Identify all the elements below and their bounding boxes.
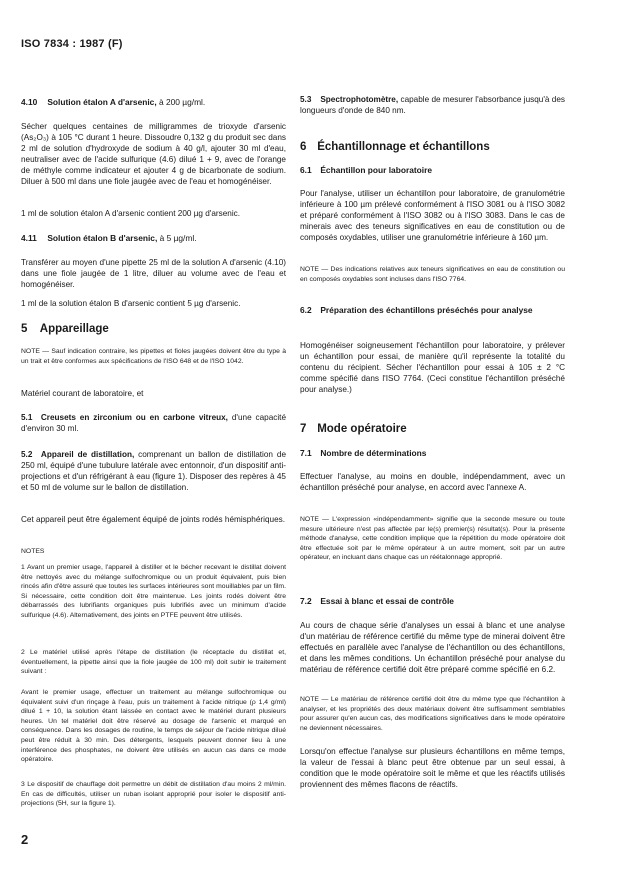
section-number: 4.11 <box>21 233 37 243</box>
section-title: Nombre de déterminations <box>320 448 427 458</box>
section-number: 6.2 <box>300 305 312 315</box>
section-text: capable de mesurer l'absorbance jusqu'à des longueurs d'onde de 840 nm. <box>300 95 565 116</box>
section-5-1 <box>21 412 286 434</box>
section-title: Mode opératoire <box>317 423 407 435</box>
section-text: d'une capacité d'environ 30 ml. <box>21 413 286 434</box>
section-7-1-note: NOTE — L'expression «indépendamment» signifie que la seconde mesure ou toute mesure ultérieure n'est pas affectée par le(s) premier(s) résultat(s). Pour la présente méthode d'analyse, cette condition implique que la répétition du mode opératoire doit être effectuée soit par le même opérateur à un autre moment, soit par un autre opérateur, en incluant dans chaque cas un réétalonnage approprié. <box>300 516 565 562</box>
section-title: Appareillage <box>39 323 109 335</box>
note-2-continued: Avant le premier usage, effectuer un traitement au mélange sulfochromique ou équivalent suivi d'un rinçage à l'eau, puis un traitement à l'acide nitrique (ρ 1,4 g/ml) dilué 1 + 10, la solution étant laissée en contact avec le matériel durant plusieurs heures. Un tel matériel doit être réservé au dosage de l'arsenic et marqué en conséquence. Dans les dosages de routine, le temps de séjour de l'acide nitrique dilué peut être réduit à 30 min. Des détergents, lesquels peuvent donner lieu à une interférence des phosphates, ne doivent être utilisés en aucun cas dans ce mode opératoire. <box>21 689 286 764</box>
section-5-heading <box>21 322 286 336</box>
section-6-heading <box>300 140 565 154</box>
section-number: 7 <box>300 423 307 435</box>
section-7-2-paragraph: Au cours de chaque série d'analyses un essai à blanc et une analyse d'un matériau de référence certifié du même type de minerai doivent être effectués en parallèle avec l'analyse de l'échantillon ou des échantillons, et dans les mêmes conditions. Un échantillon préséché pour analyse du matériau de référence certifié doit être préparé comme spécifié en 6.2. <box>300 621 565 675</box>
section-5-3 <box>300 94 565 116</box>
section-number: 6.1 <box>300 165 312 175</box>
section-5-2 <box>21 449 286 493</box>
section-4-10-paragraph-1: Sécher quelques centaines de milligrammes de trioxyde d'arsenic (As₂O₃) à 105 °C durant 1 heure. Dissoudre 0,132 g du produit sec dans 2 ml de solution d'hydroxyde de sodium à 40 g/l, ajouter 30 ml d'eau, neutraliser avec de l'acide sulfurique (4.6) dilué 1 + 9, avec de l'orange de méthyle comme indicateur et ajouter 4 g de bicarbonate de sodium. Diluer à 500 ml dans une fiole jaugée avec de l'eau et homogénéiser. <box>21 122 286 187</box>
section-text: comprenant un ballon de distillation de 250 ml, équipé d'une tubulure latérale avec entonnoir, d'un dispositif anti-projections et d'un réfrigérant à eau (figure 1). Disposer des repères à 45 et 50 ml de volume sur le ballon de distillation. <box>21 450 286 493</box>
section-5-2-paragraph-2: Cet appareil peut être également équipé de joints rodés hémisphériques. <box>21 515 285 524</box>
section-5-paragraph: Matériel courant de laboratoire, et <box>21 389 144 398</box>
section-7-2-heading <box>300 596 565 607</box>
section-title: Échantillon pour laboratoire <box>320 165 433 175</box>
section-number: 7.2 <box>300 596 312 606</box>
section-title: Préparation des échantillons préséchés pour analyse <box>320 305 533 315</box>
section-7-2-paragraph-2: Lorsqu'on effectue l'analyse sur plusieurs échantillons en même temps, la valeur de l'essai à blanc peut être obtenue par un seul essai, à condition que le mode opératoire soit le même et que les réactifs utilisés proviennent des mêmes flacons de réactifs. <box>300 747 565 790</box>
section-7-heading <box>300 422 565 436</box>
note-2: 2 Le matériel utilisé après l'étape de distillation (le réceptacle du distillat et, éventuellement, la pipette ainsi que la fiole jaugée de 100 ml) doit subir le traitement suivant : <box>21 649 286 676</box>
section-6-1-heading <box>300 165 565 176</box>
section-title: Creusets en zirconium ou en carbone vitreux, <box>40 413 228 422</box>
section-number: 5.3 <box>300 95 312 104</box>
section-7-1-paragraph: Effectuer l'analyse, au moins en double, indépendamment, avec un échantillon préséché pour analyse, en accord avec l'annexe A. <box>300 472 565 493</box>
section-5-note: NOTE — Sauf indication contraire, les pipettes et fioles jaugées doivent être du type à un trait et être conformes aux spécifications de l'ISO 648 et de l'ISO 1042. <box>21 348 286 365</box>
section-number: 5 <box>21 323 28 335</box>
note-3: 3 Le dispositif de chauffage doit permettre un débit de distillation d'au moins 2 ml/min. En cas de difficultés, utiliser un ruban isolant approprié pour isoler le dispositif anti-projections (5H, sur la figure 1). <box>21 781 286 808</box>
section-6-1-note: NOTE — Des indications relatives aux teneurs significatives en eau de constitution ou en composés oxydables sont incluses dans l'ISO 7764. <box>300 266 565 283</box>
section-4-10-heading <box>21 97 286 108</box>
section-4-10-paragraph-2: 1 ml de solution étalon A d'arsenic contient 200 µg d'arsenic. <box>21 209 241 218</box>
notes-title: NOTES <box>21 548 45 555</box>
document-header: ISO 7834 : 1987 (F) <box>21 38 123 50</box>
section-number: 7.1 <box>300 448 312 458</box>
page-number: 2 <box>21 832 29 847</box>
section-6-2-heading <box>300 305 565 316</box>
section-title: Essai à blanc et essai de contrôle <box>320 596 454 606</box>
section-title: Solution étalon B d'arsenic, <box>47 233 158 243</box>
section-number: 6 <box>300 141 307 153</box>
section-title: Solution étalon A d'arsenic, <box>47 97 157 107</box>
section-4-11-paragraph-1: Transférer au moyen d'une pipette 25 ml de la solution A d'arsenic (4.10) dans une fiole jaugée de 1 litre, diluer au volume avec de l'eau et homogénéiser. <box>21 258 286 290</box>
section-7-1-heading <box>300 448 565 459</box>
section-7-2-note: NOTE — Le matériau de référence certifié doit être du même type que l'échantillon à analyser, et les propriétés des deux matériaux doivent être suffisamment semblables pour assurer qu'en aucun cas, des modifications significatives dans le mode opératoire ne deviennent nécessaires. <box>300 696 565 732</box>
section-title: Spectrophotomètre, <box>320 95 399 104</box>
section-6-2-paragraph: Homogénéiser soigneusement l'échantillon pour laboratoire, y prélever un échantillon pour essai, de manière qu'il représente la totalité du contenu du récipient. Sécher l'échantillon pour essai à 105 ± 2 °C comme spécifié dans l'ISO 7764. (Ceci constitue l'échantillon préséché pour analyse.) <box>300 341 565 395</box>
section-4-11-heading <box>21 233 286 244</box>
note-1: 1 Avant un premier usage, l'appareil à distiller et le bécher recevant le distillat doivent être nettoyés avec du mélange sulfochromique ou un produit équivalent, puis bien rincés afin d'être assuré que toutes les surfaces intérieures sont mouillables par un film. Si nécessaire, cette condition doit être maintenue. Les joints rodés doivent être débarrassés des lubrifiants organiques puis lubrifiés avec un minimum d'acide sulfurique (4.6). Alternativement, des joints en PTFE peuvent être utilisés. <box>21 564 286 619</box>
section-4-11-paragraph-2: 1 ml de la solution étalon B d'arsenic contient 5 µg d'arsenic. <box>21 299 241 308</box>
section-title-rest: à 5 µg/ml. <box>157 233 197 243</box>
section-number: 4.10 <box>21 97 38 107</box>
section-title-rest: à 200 µg/ml. <box>156 97 206 107</box>
section-title: Échantillonnage et échantillons <box>317 141 490 153</box>
section-title: Appareil de distillation, <box>40 450 135 459</box>
section-6-1-paragraph: Pour l'analyse, utiliser un échantillon pour laboratoire, de granulométrie inférieure à 100 µm prélevé conformément à l'ISO 3081 ou à l'ISO 3082 et préparé conformément à l'ISO 3082 ou à l'ISO 3083. Dans le cas de minerais avec des teneurs significatives en eau de constitution ou de composés oxydables, utiliser une granulométrie inférieure à 160 µm. <box>300 189 565 243</box>
section-number: 5.2 <box>21 450 33 459</box>
section-number: 5.1 <box>21 413 33 422</box>
